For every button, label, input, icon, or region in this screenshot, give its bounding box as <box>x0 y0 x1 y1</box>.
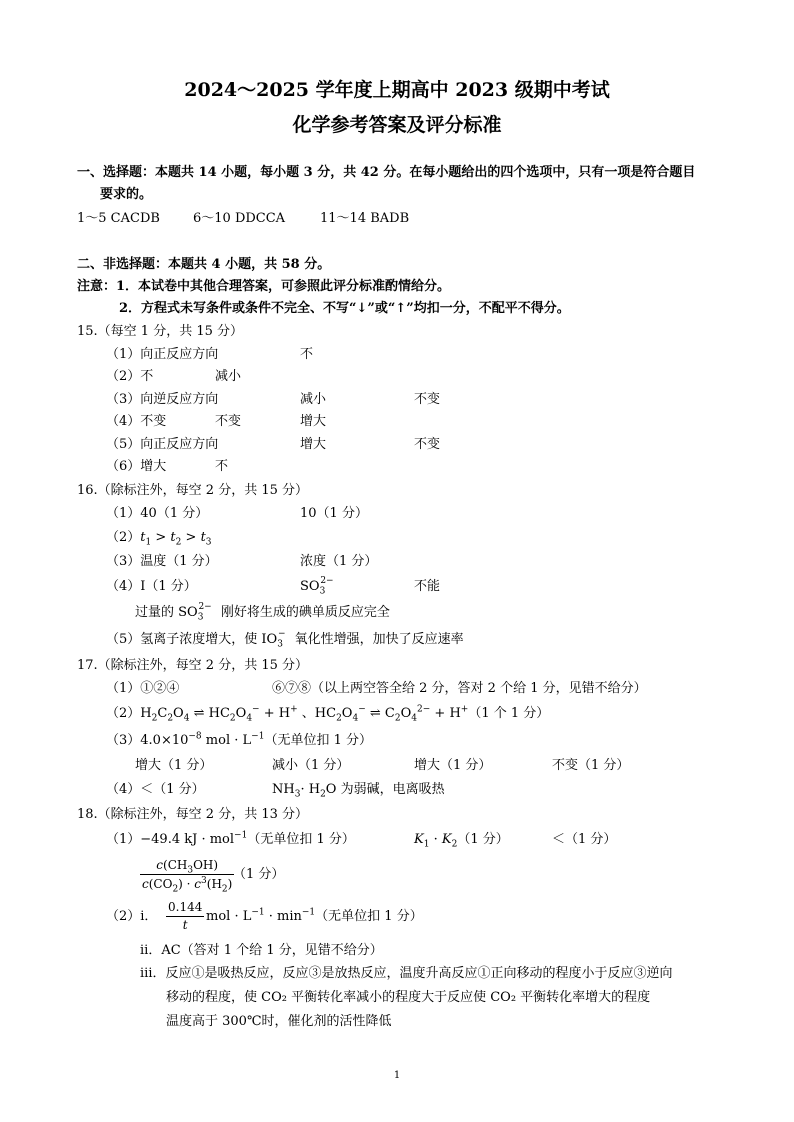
q16-5-pre: （5）氢离子浓度增大，使 IO <box>106 632 278 647</box>
q17-4-b: $NH_3\cdot H_2O$ 为弱碱，电离吸热 <box>272 782 445 800</box>
sulfite-formula: SO <box>300 579 320 594</box>
q15-2-a: （2）不 <box>106 369 154 384</box>
q16-2-label: （2） <box>106 530 141 545</box>
q17-4-a: （4）＜（1 分） <box>106 782 205 797</box>
rate-unit-min: · min <box>264 909 302 924</box>
part2-heading: 二、非选择题：本题共 4 小题，共 58 分。 <box>77 257 331 272</box>
q17-3-b3: 增大（1 分） <box>414 758 492 773</box>
q16-3-b: 浓度（1 分） <box>300 554 378 569</box>
rate-note: （无单位扣 1 分） <box>315 909 423 924</box>
q15-1-b: 不 <box>300 347 314 362</box>
q16-4-d: 过量的 $SO_3^{2-}$ 刚好将生成的碘单质反应完全 <box>135 601 390 623</box>
q15-3-b: 减小 <box>300 392 327 407</box>
answers-6-10: 6～10 DDCCA <box>193 211 286 226</box>
q17-1-b: ⑥⑦⑧（以上两空答全给 2 分，答对 2 个给 1 分，见错不给分） <box>272 681 647 696</box>
q17-2: $(2)H_2C_2O_4$ ⇌ $HC_2O_4^- + H^+$ 、$HC_2O_4^-$ ⇌ $C_2O_4^{2-} + H^+(1$ 个 1 分） <box>106 704 550 724</box>
q15-5-c: 不变 <box>414 437 441 452</box>
rate-denominator: t <box>182 918 188 932</box>
q18-1-k-score: （1 分） <box>457 832 509 847</box>
q17-3-a: $(3)4.0\times 10^{-8}$ mol · $L^{-1}$（无单位扣 1 分） <box>106 731 372 748</box>
answers-1-5: 1～5 CACDB <box>77 211 160 226</box>
q15-4-c: 增大 <box>300 414 327 429</box>
q17-3-b1: 增大（1 分） <box>135 758 213 773</box>
q18-2-i-unit: mol · $L^{-1} \cdot \min^{-1}$（无单位扣 1 分） <box>206 907 423 924</box>
q15-header: 15.（每空 1 分，共 15 分） <box>77 324 244 339</box>
rate-numerator: 0.144 <box>166 899 204 917</box>
q18-1-note: （无单位扣 1 分） <box>247 832 355 847</box>
q18-1-a: （1）−49.4 kJ · mol$^{-1}$（无单位扣 1 分） <box>106 830 355 847</box>
q16-4-b: $SO_3^{2-}$ <box>300 575 334 597</box>
q15-6-b: 不 <box>215 459 229 474</box>
q16-1-b: 10（1 分） <box>300 506 368 521</box>
q16-5-post: 氧化性增强，加快了反应速率 <box>290 632 464 647</box>
q17-3-b4: 不变（1 分） <box>552 758 630 773</box>
q18-2-ii: ⅱ．AC（答对 1 个给 1 分，见错不给分） <box>140 943 383 958</box>
q15-3-c: 不变 <box>414 392 441 407</box>
q16-4-c: 不能 <box>414 579 441 594</box>
q18-1-frac-score: （1 分） <box>233 867 285 882</box>
q17-3-unit: mol · L <box>201 733 252 748</box>
part2-note-2: 2．方程式未写条件或条件不完全、不写“↓”或“↑”均扣一分，不配平不得分。 <box>119 301 570 316</box>
q17-3-note: （无单位扣 1 分） <box>264 733 372 748</box>
q18-2-i-label: （2）ⅰ． <box>106 909 158 924</box>
q18-2-iii-2: 移动的程度，使 CO₂ 平衡转化率减小的程度大于反应使 CO₂ 平衡转化率增大的程度 <box>166 990 651 1005</box>
page-subtitle: 化学参考答案及评分标准 <box>292 114 502 136</box>
q16-5: （5）氢离子浓度增大，使 $IO_3^-$ 氧化性增强，加快了反应速率 <box>106 628 464 650</box>
rate-fraction <box>166 899 204 934</box>
fraction-numerator: $c(CH_3OH)$ <box>140 856 234 875</box>
q15-2-b: 减小 <box>215 369 242 384</box>
q18-2-iii-1: ⅲ．反应①是吸热反应，反应③是放热反应，温度升高反应①正向移动的程度小于反应③逆向 <box>140 966 673 981</box>
q15-5-a: （5）向正反应方向 <box>106 437 219 452</box>
q16-3-a: （3）温度（1 分） <box>106 554 218 569</box>
q15-4-b: 不变 <box>215 414 242 429</box>
part1-heading: 一、选择题：本题共 14 小题，每小题 3 分，共 42 分。在每小题给出的四个选项中，只有一项是符合题目 <box>77 165 696 180</box>
rate-unit: mol · L <box>206 909 252 924</box>
q15-3-a: （3）向逆反应方向 <box>106 392 219 407</box>
k-symbol-1: K <box>414 832 424 847</box>
q18-header: 18.（除标注外，每空 2 分，共 13 分） <box>77 807 309 822</box>
q15-4-a: （4）不变 <box>106 414 167 429</box>
q15-1-a: （1）向正反应方向 <box>106 347 219 362</box>
q17-4-tail: O 为弱碱，电离吸热 <box>325 782 445 797</box>
q16-2: $(2)t_1 > t_2 > t_3$ <box>106 530 212 548</box>
q17-2-tail: （1 个 1 分） <box>468 706 550 721</box>
page-title: 2024～2025 学年度上期高中 2023 级期中考试 <box>184 79 610 101</box>
equilibrium-constant-fraction <box>140 856 234 893</box>
answers-11-14: 11～14 BADB <box>320 211 410 226</box>
k-symbol-2: K <box>441 832 452 847</box>
q15-6-a: （6）增大 <box>106 459 167 474</box>
ammonia-formula: NH <box>272 782 295 797</box>
q16-4-a: （4）Ⅰ（1 分） <box>106 579 197 594</box>
ammonia-water: · H <box>300 782 321 797</box>
q17-1-a: （1）①②④ <box>106 681 180 696</box>
q17-3-value: （3）4.0×10 <box>106 733 189 748</box>
q17-3-b2: 减小（1 分） <box>272 758 350 773</box>
q16-1-a: （1）40（1 分） <box>106 506 209 521</box>
part1-heading-cont: 要求的。 <box>100 187 153 202</box>
q15-5-b: 增大 <box>300 437 327 452</box>
fraction-denominator: $c(CO_2) \cdot c^3(H_2)$ <box>142 876 233 895</box>
q18-1-k: $K_1 \cdot K_2(1$ 分） <box>414 832 509 850</box>
page-number: 1 <box>393 1070 401 1081</box>
q16-header: 16.（除标注外，每空 2 分，共 15 分） <box>77 483 309 498</box>
q18-1-value: （1）−49.4 kJ · mol <box>106 832 235 847</box>
q17-2-label: （2） <box>106 706 141 721</box>
q16-4-d-post: 刚好将生成的碘单质反应完全 <box>216 605 390 620</box>
q17-header: 17.（除标注外，每空 2 分，共 15 分） <box>77 658 309 673</box>
q18-1-d: ＜（1 分） <box>552 832 617 847</box>
q18-2-iii-3: 温度高于 300℃时，催化剂的活性降低 <box>166 1014 392 1029</box>
q16-4-d-pre: 过量的 SO <box>135 605 198 620</box>
part2-note-1: 注意：1．本试卷中其他合理答案，可参照此评分标准酌情给分。 <box>77 279 451 294</box>
